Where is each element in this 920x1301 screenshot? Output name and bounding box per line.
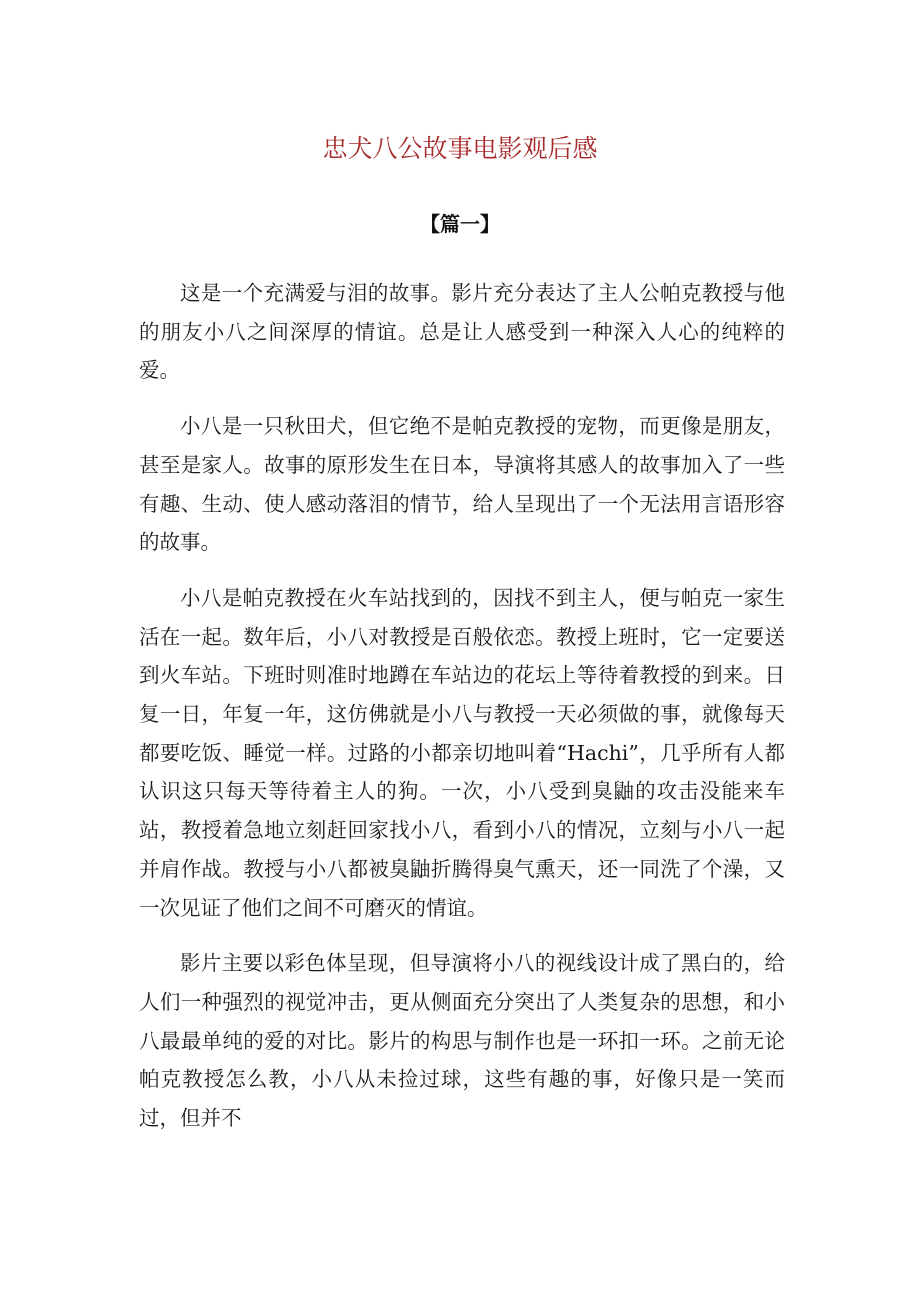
section-heading: 【篇一】 [420,212,500,236]
paragraph: 这是一个充满爱与泪的故事。影片充分表达了主人公帕克教授与他的朋友小八之间深厚的情谊。总是让人感受到一种深入人心的纯粹的爱。 [139,281,785,383]
paragraph: 小八是帕克教授在火车站找到的，因找不到主人，便与帕克一家生活在一起。数年后，小八对教授是百般依恋。教授上班时，它一定要送到火车站。下班时则准时地蹲在车站边的花坛上等待着教授的到来。日复一日，年复一年，这仿佛就是小八与教授一天必须做的事，就像每天都要吃饭、睡觉一样。过路的小都亲切地叫着“Hachi”，几乎所有人都认识这只每天等待着主人的狗。一次，小八受到臭鼬的攻击没能来车站，教授着急地立刻赶回家找小八，看到小八的情况，立刻与小八一起并肩作战。教授与小八都被臭鼬折腾得臭气熏天，还一同洗了个澡，又一次见证了他们之间不可磨灭的情谊。 [139,585,785,920]
document-title: 忠犬八公故事电影观后感 [322,134,598,163]
document-body [139,274,785,1155]
paragraph: 小八是一只秋田犬，但它绝不是帕克教授的宠物，而更像是朋友，甚至是家人。故事的原形发生在日本，导演将其感人的故事加入了一些有趣、生动、使人感动落泪的情节，给人呈现出了一个无法用言语形容的故事。 [139,414,785,555]
paragraph: 影片主要以彩色体呈现，但导演将小八的视线设计成了黑白的，给人们一种强烈的视觉冲击，更从侧面充分突出了人类复杂的思想，和小八最最单纯的爱的对比。影片的构思与制作也是一环扣一环。之前无论帕克教授怎么教，小八从未捡过球，这些有趣的事，好像只是一笑而过，但并不 [139,951,785,1131]
